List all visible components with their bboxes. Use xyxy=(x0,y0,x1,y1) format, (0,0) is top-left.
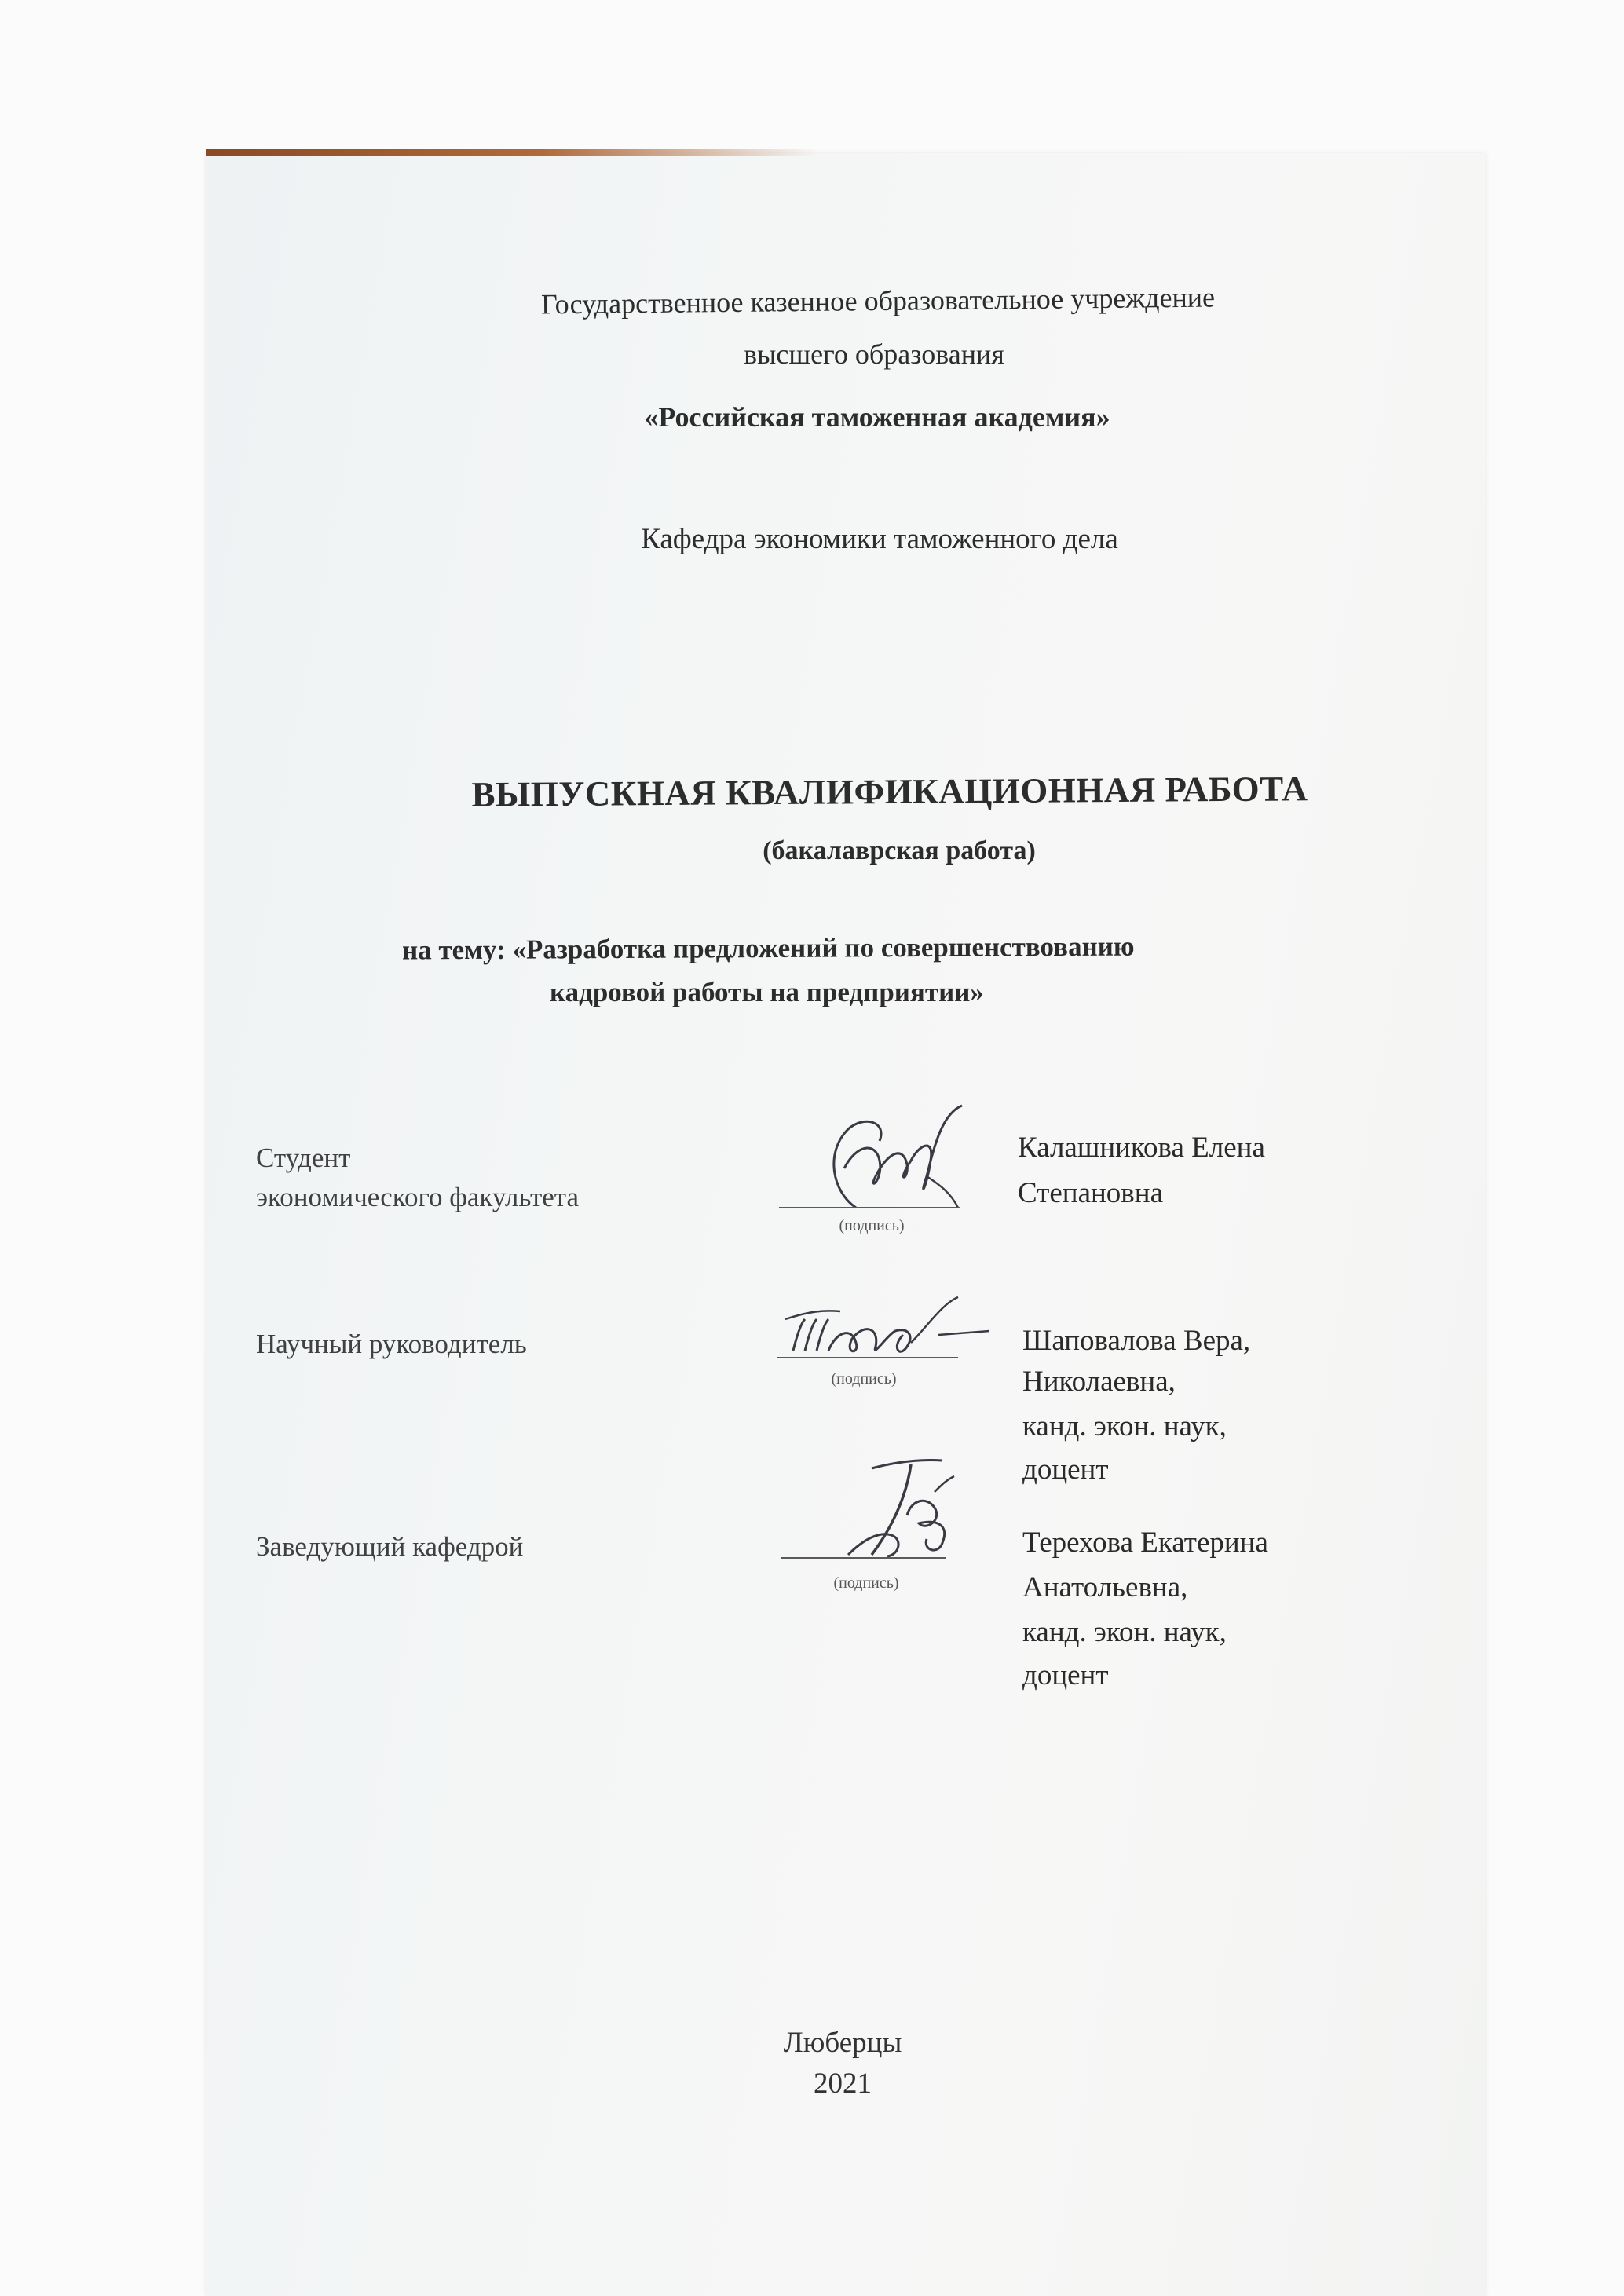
city: Люберцы xyxy=(783,2027,902,2059)
supervisor-name-line-2: Николаевна, xyxy=(1022,1366,1176,1398)
supervisor-signature-line xyxy=(777,1357,958,1358)
student-role-line-2: экономического факультета xyxy=(256,1182,580,1212)
paper-top-edge xyxy=(206,149,818,156)
institution-name: «Российская таможенная академия» xyxy=(644,401,1110,433)
supervisor-signature xyxy=(777,1288,997,1374)
student-name-line-2: Степановна xyxy=(1018,1177,1163,1209)
head-name-line-1: Терехова Екатерина xyxy=(1022,1526,1268,1559)
department-name: Кафедра экономики таможенного дела xyxy=(641,523,1118,555)
head-name-line-3: канд. экон. наук, xyxy=(1022,1616,1227,1648)
year: 2021 xyxy=(814,2067,872,2100)
topic-line-1: на тему: «Разработка предложений по совершенствованию xyxy=(401,930,1135,966)
institution-line-2: высшего образования xyxy=(744,338,1004,370)
student-role-line-1: Студент xyxy=(256,1143,351,1173)
student-signature-caption: (подпись) xyxy=(839,1217,905,1234)
supervisor-name-line-3: канд. экон. наук, xyxy=(1022,1410,1227,1442)
head-name-line-2: Анатольевна, xyxy=(1022,1571,1188,1603)
head-signature-caption: (подпись) xyxy=(833,1574,899,1592)
work-subtitle: (бакалаврская работа) xyxy=(763,836,1036,865)
supervisor-role: Научный руководитель xyxy=(256,1329,527,1359)
head-signature-line xyxy=(781,1557,946,1559)
supervisor-name-line-4: доцент xyxy=(1022,1453,1109,1486)
student-name-line-1: Калашникова Елена xyxy=(1018,1132,1265,1164)
supervisor-signature-caption: (подпись) xyxy=(831,1370,897,1387)
head-signature xyxy=(817,1445,989,1570)
head-name-line-4: доцент xyxy=(1022,1659,1109,1691)
supervisor-name-line-1: Шаповалова Вера, xyxy=(1022,1325,1251,1357)
work-title: ВЫПУСКНАЯ КВАЛИФИКАЦИОННАЯ РАБОТА xyxy=(471,769,1308,814)
institution-line-1: Государственное казенное образовательное учреждение xyxy=(540,281,1216,320)
student-signature-line xyxy=(779,1207,960,1208)
student-signature xyxy=(801,1098,982,1231)
topic-line-2: кадровой работы на предприятии» xyxy=(550,977,984,1007)
head-role: Заведующий кафедрой xyxy=(256,1531,524,1562)
